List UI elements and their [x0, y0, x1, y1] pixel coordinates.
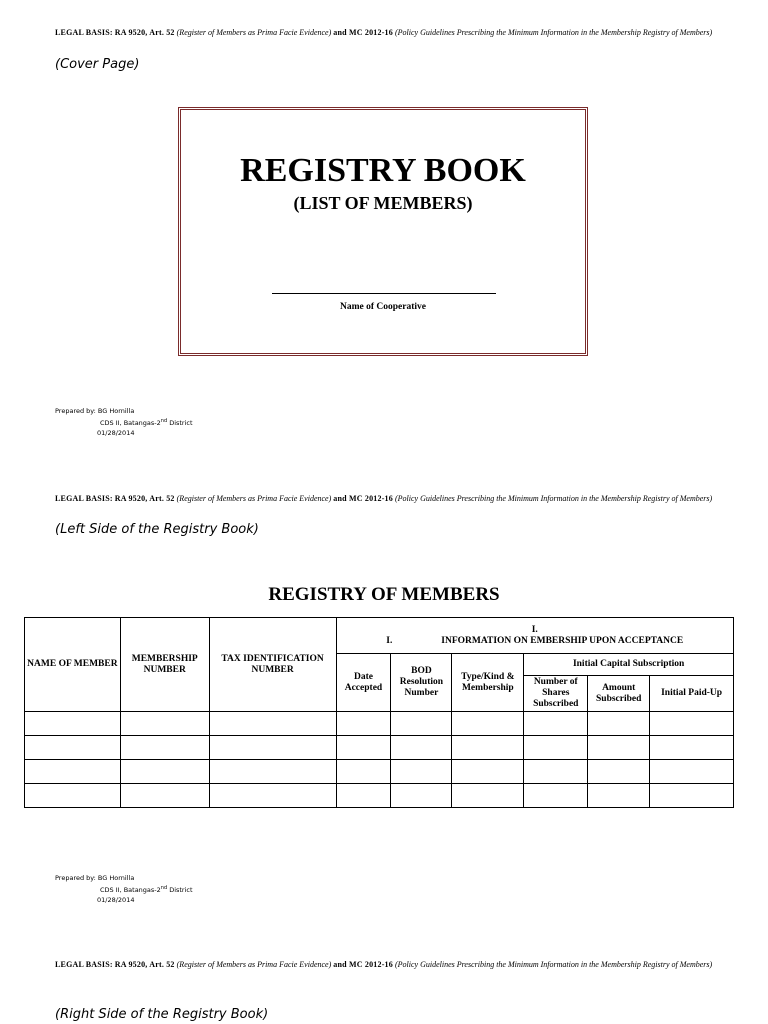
legal-basis — [55, 28, 715, 38]
header-bod-resolution: BOD Resolution Number — [391, 654, 452, 712]
table-row — [25, 784, 734, 808]
legal-basis-2: LEGAL BASIS: RA 9520, Art. 52 (Register of Members as Prima Facie Evidence) and MC 2012-16 (Policy Guidelines Prescribing the Minimum Information in the Membership Registry of Members) — [55, 494, 713, 503]
legal-basis-mc-desc: (Policy Guidelines Prescribing the Minimum Information in the Membership Registry of Members) — [394, 28, 713, 37]
prepared-by-2: Prepared by: BG Hornilla CDS II, Batangas-2nd District 01/28/2014 — [55, 874, 193, 905]
left-side-label: (Left Side of the Registry Book) — [55, 522, 259, 537]
legal-basis-ra: RA 9520, Art. 52 — [114, 28, 175, 37]
prepared-by — [55, 406, 193, 438]
header-amount-subscribed: Amount Subscribed — [588, 676, 650, 712]
legal-basis-label: LEGAL BASIS: — [55, 28, 113, 37]
table-row — [25, 736, 734, 760]
header-membership-number: MEMBERSHIP NUMBER — [120, 618, 209, 712]
cover-title: REGISTRY BOOK — [240, 152, 526, 189]
legal-basis-3: LEGAL BASIS: RA 9520, Art. 52 (Register of Members as Prima Facie Evidence) and MC 2012-16 (Policy Guidelines Prescribing the Minimum Information in the Membership Registry of Members) — [55, 960, 713, 969]
table-row — [25, 760, 734, 784]
prepared-by-date: 01/28/2014 — [97, 429, 135, 438]
header-tin: TAX IDENTIFICATION NUMBER — [209, 618, 336, 712]
right-side-label: (Right Side of the Registry Book) — [55, 1007, 269, 1022]
header-shares-subscribed: Number of Shares Subscribed — [524, 676, 588, 712]
header-information-section: I. I. INFORMATION ON EMBERSHIP UPON ACCEPTANCE — [336, 618, 734, 654]
cover-subtitle: (LIST OF MEMBERS) — [293, 193, 473, 213]
registry-table — [24, 617, 734, 808]
header-initial-paid-up: Initial Paid-Up — [650, 676, 734, 712]
header-date-accepted: Date Accepted — [336, 654, 391, 712]
cover-frame — [178, 107, 588, 356]
table-row — [25, 712, 734, 736]
cover-page-label: (Cover Page) — [55, 57, 140, 72]
header-name-of-member: NAME OF MEMBER — [25, 618, 121, 712]
cooperative-name-line — [272, 293, 496, 294]
legal-basis-ra-desc: (Register of Members as Prima Facie Evidence) — [176, 28, 332, 37]
prepared-by-position: CDS II, Batangas-2nd District — [100, 418, 193, 428]
registry-title: REGISTRY OF MEMBERS — [268, 584, 500, 605]
header-type-kind: Type/Kind & Membership — [452, 654, 524, 712]
header-initial-capital: Initial Capital Subscription — [524, 654, 734, 676]
prepared-by-name: Prepared by: BG Hornilla — [55, 407, 135, 415]
legal-basis-mc: and MC 2012-16 — [333, 28, 393, 37]
cooperative-name-caption: Name of Cooperative — [339, 302, 426, 312]
